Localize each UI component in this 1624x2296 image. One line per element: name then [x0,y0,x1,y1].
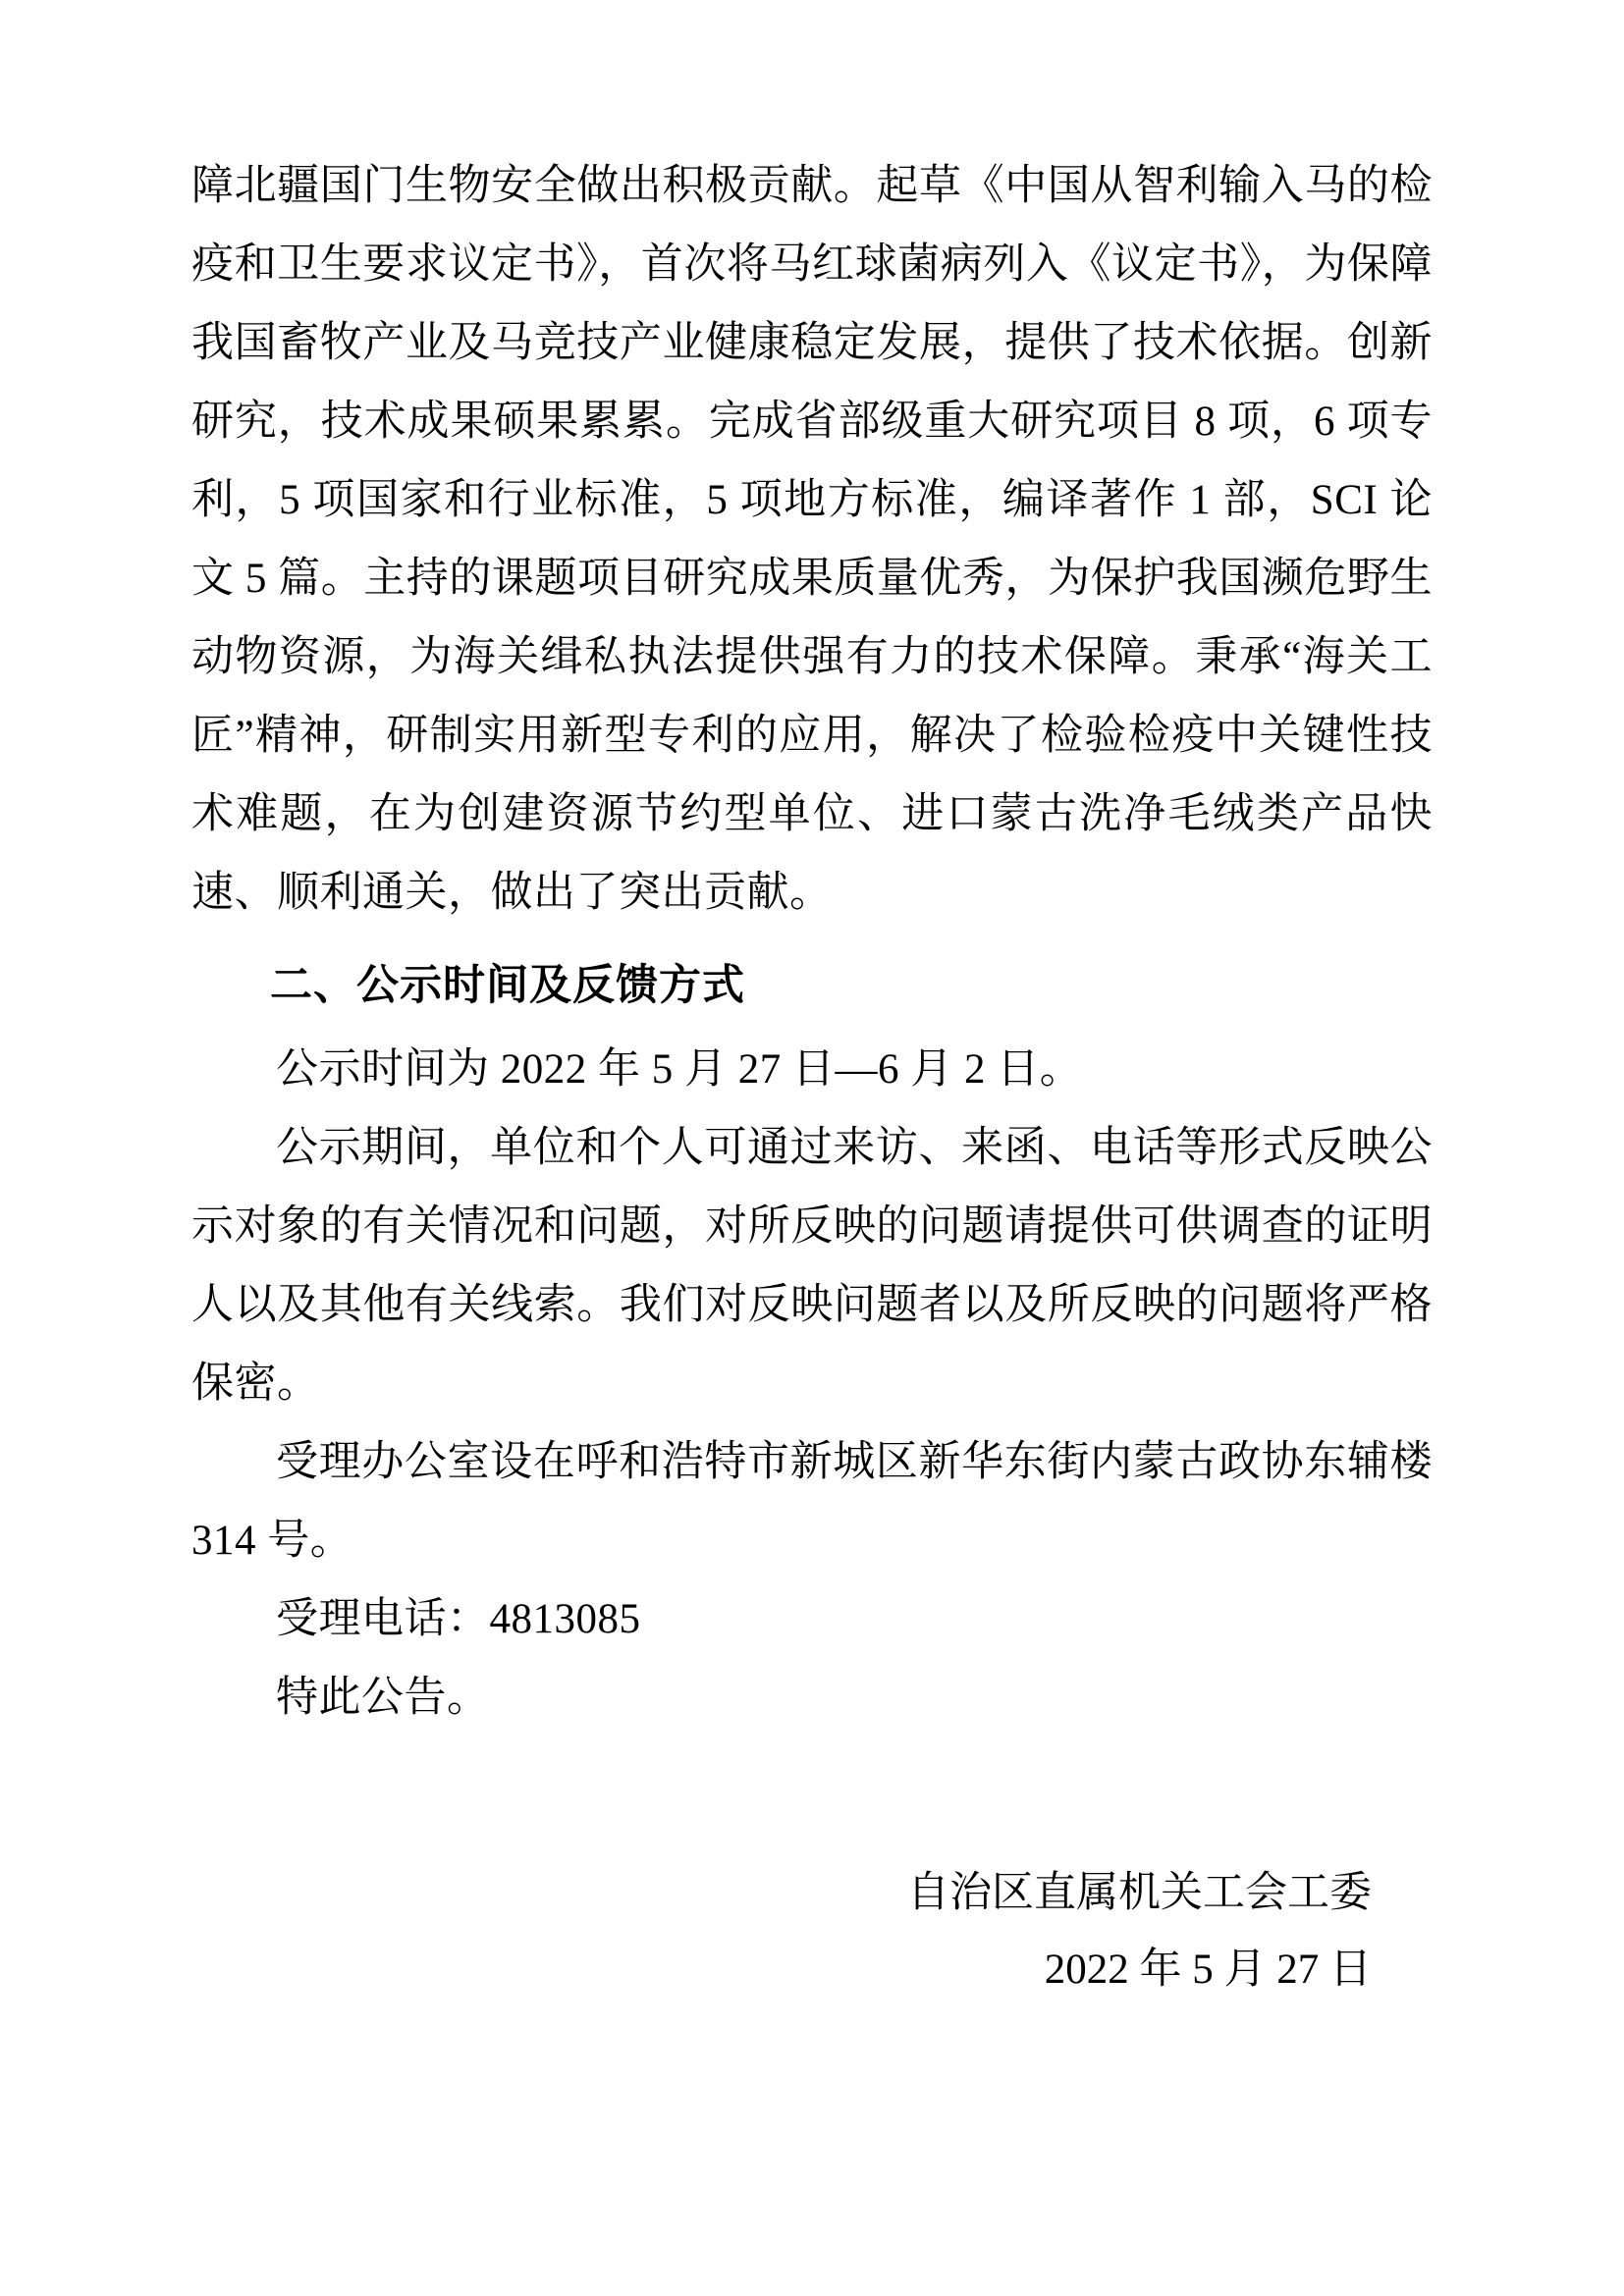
paragraph-publicity-period: 公示时间为 2022 年 5 月 27 日—6 月 2 日。 [276,1046,1083,1093]
section-heading-publicity: 二、公示时间及反馈方式 [270,961,745,1010]
signature-block [191,1855,1433,2008]
signature-date: 2022 年 5 月 27 日 [1044,1947,1372,1993]
paragraph-notice-end: 特此公告。 [276,1675,490,1721]
paragraph-feedback-method: 公示期间，单位和个人可通过来访、来函、电话等形式反映公示对象的有关情况和问题，对所反映的问题请提供可供调查的证明人以及其他有关线索。我们对反映问题者以及所反映的问题将严格保密。 [191,1125,1433,1407]
paragraph-office-address: 受理办公室设在呼和浩特市新城区新华东街内蒙古政协东辅楼 314 号。 [191,1439,1433,1564]
paragraph-phone: 受理电话：4813085 [276,1596,641,1642]
paragraph-achievements: 障北疆国门生物安全做出积极贡献。起草《中国从智利输入马的检疫和卫生要求议定书》，首次将马红球菌病列入《议定书》，为保障我国畜牧产业及马竞技产业健康稳定发展，提供了技术依据。创新研究，技术成果硕果累累。完成省部级重大研究项目 8 项，6 项专利，5 项国家和行业标准，5 项地方标准，编译著作 1 部，SCI 论文 5 篇。主持的课题项目研究成果质量优秀，为保护我国濒危野生动物资源，为海关缉私执法提供强有力的技术保障。秉承“海关工匠”精神，研制实用新型专利的应用，解决了检验检疫中关键性技术难题，在为创建资源节约型单位、进口蒙古洗净毛绒类产品快速、顺利通关，做出了突出贡献。 [191,163,1433,916]
signature-organization: 自治区直属机关工会工委 [907,1870,1372,1916]
